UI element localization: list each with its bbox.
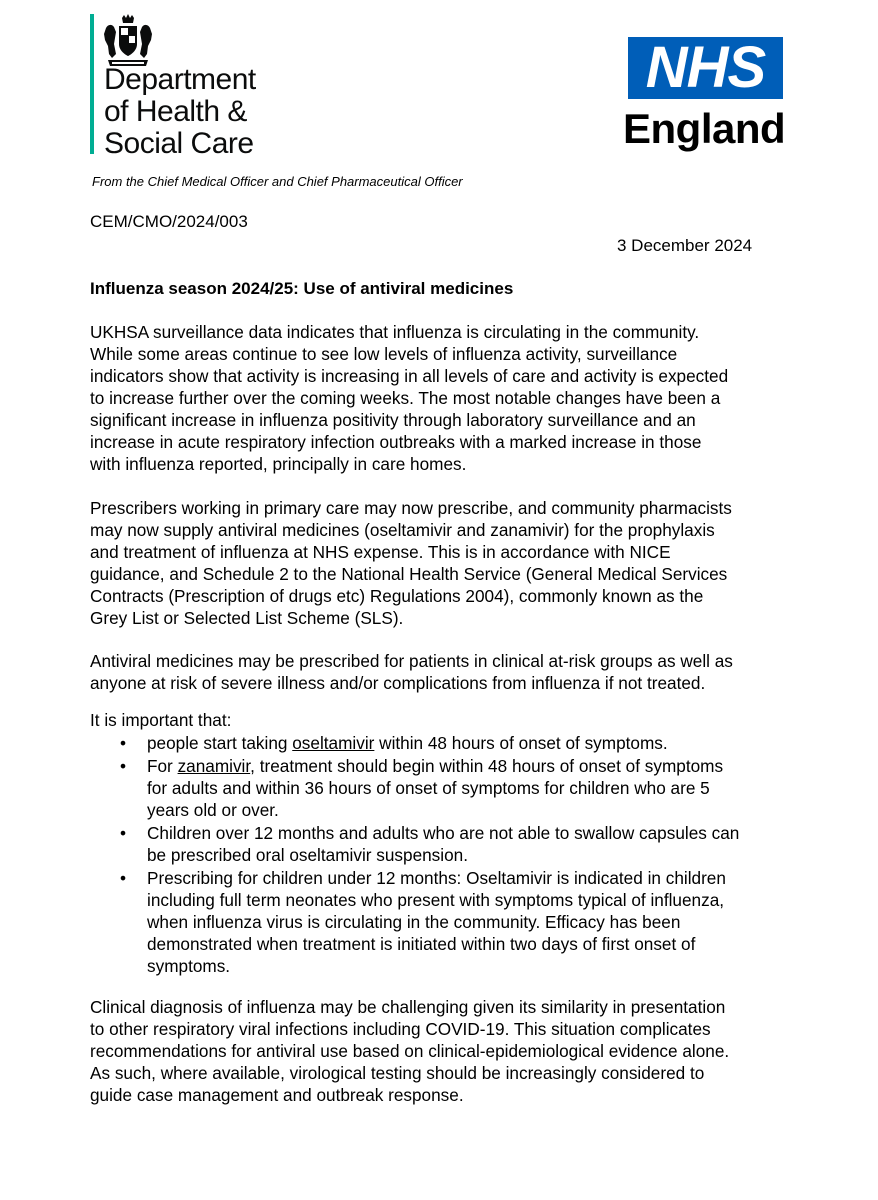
text-line: be prescribed oral oseltamivir suspension. [147,845,468,865]
text-line: significant increase in influenza positivity through laboratory surveillance and an [90,410,696,430]
text-line: Clinical diagnosis of influenza may be challenging given its similarity in presentation [90,997,726,1017]
text-line [147,755,790,777]
text-line: UKHSA surveillance data indicates that influenza is circulating in the community. [90,322,700,342]
text-fragment: , treatment should begin within 48 hours of onset of symptoms [250,756,724,776]
nhs-logo-region: England [623,105,786,152]
text-line: with influenza reported, principally in care homes. [90,454,467,474]
dhsc-logo-line-3: Social Care [104,127,254,160]
from-line: From the Chief Medical Officer and Chief Pharmaceutical Officer [92,174,463,189]
text-line: Prescribers working in primary care may now prescribe, and community pharmacists [90,498,732,518]
royal-coat-of-arms-icon [100,14,156,68]
text-fragment: within 48 hours of onset of symptoms. [374,733,668,753]
text-line: may now supply antiviral medicines (oseltamivir and zanamivir) for the prophylaxis [90,520,715,540]
text-line: Contracts (Prescription of drugs etc) Regulations 2004), commonly known as the [90,586,704,606]
text-line: • Children over 12 months and adults who are not able to swallow capsules can [147,823,740,843]
bullet-oral-suspension [90,822,790,866]
text-line: indicators show that activity is increasing in all levels of care and activity is expected [90,366,729,386]
paragraph-prescribers [90,497,790,629]
text-line: recommendations for antiviral use based on clinical-epidemiological evidence alone. [90,1041,730,1061]
letter-date: 3 December 2024 [617,236,753,255]
paragraph-clinical-diagnosis [90,996,790,1106]
text-line: years old or over. [147,800,279,820]
text-line: symptoms. [147,956,231,976]
text-line [147,732,790,754]
text-line: increase in acute respiratory infection outbreaks with a marked increase in those [90,432,702,452]
paragraph-surveillance [90,321,790,475]
zanamivir-link[interactable]: zanamivir [177,756,251,776]
bullet-zanamivir-timing [90,755,790,821]
oseltamivir-link[interactable]: oseltamivir [292,733,375,753]
bullet-oseltamivir-timing [90,732,790,754]
text-line: Antiviral medicines may be prescribed for patients in clinical at-risk groups as well as [90,651,733,671]
text-line: to increase further over the coming weeks. The most notable changes have been a [90,388,721,408]
important-section [90,709,790,978]
dhsc-logo-bar [90,14,94,154]
text-line: demonstrated when treatment is initiated within two days of first onset of [147,934,696,954]
nhs-logo-mark: NHS [628,37,783,99]
dhsc-logo [90,14,290,159]
important-intro: It is important that: [90,710,232,730]
text-line: While some areas continue to see low levels of influenza activity, surveillance [90,344,678,364]
text-line: As such, where available, virological testing should be increasingly considered to [90,1063,705,1083]
text-line: to other respiratory viral infections including COVID-19. This situation complicates [90,1019,711,1039]
bullet-children-under-12-months [90,867,790,977]
text-line: Grey List or Selected List Scheme (SLS). [90,608,404,628]
text-line: and treatment of influenza at NHS expense. This is in accordance with NICE [90,542,671,562]
text-line: guidance, and Schedule 2 to the National Health Service (General Medical Services [90,564,728,584]
text-fragment: people start taking [147,733,293,753]
text-fragment: For [147,756,178,776]
paragraph-at-risk-groups [90,650,790,694]
dhsc-logo-line-2: of Health & [104,95,247,128]
dhsc-logo-text [104,64,256,160]
text-line: when influenza virus is circulating in the community. Efficacy has been [147,912,681,932]
text-line: anyone at risk of severe illness and/or complications from influenza if not treated. [90,673,706,693]
letter-reference: CEM/CMO/2024/003 [90,212,248,231]
letter-title: Influenza season 2024/25: Use of antiviral medicines [90,279,514,298]
text-line: for adults and within 36 hours of onset of symptoms for children who are 5 [147,778,710,798]
dhsc-logo-line-1: Department [104,63,256,96]
text-line: including full term neonates who present with symptoms typical of influenza, [147,890,725,910]
text-line: • Prescribing for children under 12 months: Oseltamivir is indicated in children [147,868,726,888]
text-line: guide case management and outbreak response. [90,1085,464,1105]
important-bullet-list [90,732,790,977]
nhs-england-logo [623,35,786,157]
